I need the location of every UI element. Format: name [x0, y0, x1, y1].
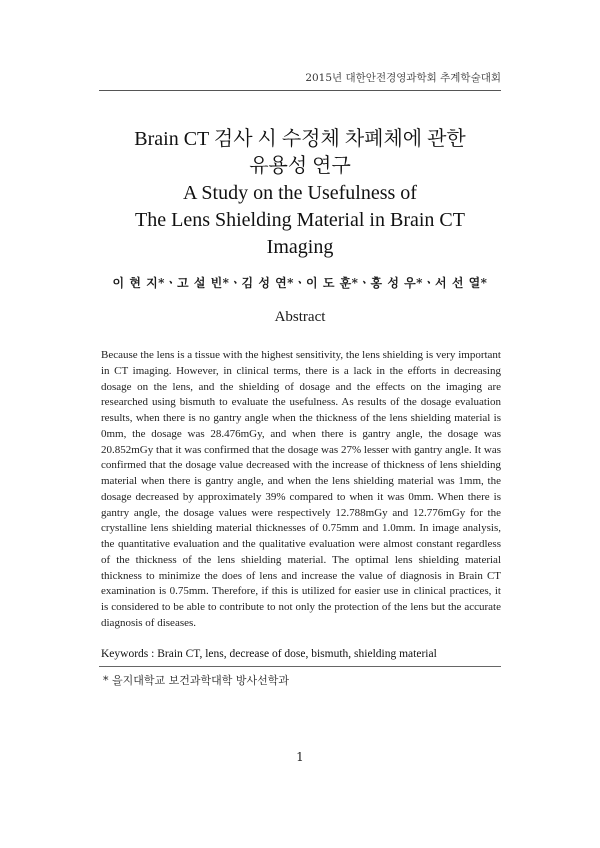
title-english-line-3: Imaging	[266, 236, 334, 258]
title-block	[60, 126, 540, 261]
abstract-heading: Abstract	[274, 309, 326, 325]
page-number: 1	[296, 750, 304, 764]
header-rule	[99, 90, 501, 91]
keywords-line: Keywords : Brain CT, lens, decrease of dose, bismuth, shielding material	[101, 648, 437, 660]
title-korean-line-1: Brain CT 검사 시 수정체 차폐체에 관한	[134, 128, 466, 150]
title-english-line-1: A Study on the Usefulness of	[183, 182, 417, 204]
title-english-line-2: The Lens Shielding Material in Brain CT	[135, 209, 465, 231]
author-list: 이 현 지*ㆍ고 설 빈*ㆍ김 성 연*ㆍ이 도 훈*ㆍ홍 성 우*ㆍ서 선 열*	[112, 276, 488, 290]
title-korean-line-2: 유용성 연구	[249, 155, 351, 177]
running-header: 2015년 대한안전경영과학회 추계학술대회	[305, 72, 501, 84]
footnote-rule	[99, 666, 501, 667]
abstract-body: Because the lens is a tissue with the highest sensitivity, the lens shielding is very important in CT imaging. However, in clinical terms, there is a lack in the efforts in decreasing dosage on the lens, and the shielding of dosage and the effects on the imaging are researched using bismuth to evaluate the usefulness. As results of the dosage evaluation results, when there is no gantry angle when the thickness of the lens shielding material is 0mm, the dosage was 28.476mGy, and when there is gantry angle, the dosage was 20.852mGy that it was confirmed that the dosage was 27% lesser with gantry angle. It was confirmed that the dosage value decreased with the increase of thickness of lens shielding material when there is gantry angle, and when the lens shielding material was 1mm, the dosage decreased by approximately 39% compared to when it was 0mm. When there is gantry angle, the dosage values were respectively 12.788mGy and 12.776mGy for the crystalline lens shielding material thicknesses of 0.75mm and 1.0mm. In image analysis, the quantitative evaluation and the qualitative evaluation were almost constant regardless of the thickness of the lens shielding material. The optimal lens shielding material thickness to minimize the does of lens and increase the value of diagnosis in Brain CT examination is 0.75mm. Therefore, if this is utilized for easier use in clinical practices, it is considered to be able to contribute to not only the protection of the lens but the accurate diagnosis of diseases.	[101, 349, 501, 629]
author-affiliation-footnote: * 을지대학교 보건과학대학 방사선학과	[103, 674, 290, 687]
